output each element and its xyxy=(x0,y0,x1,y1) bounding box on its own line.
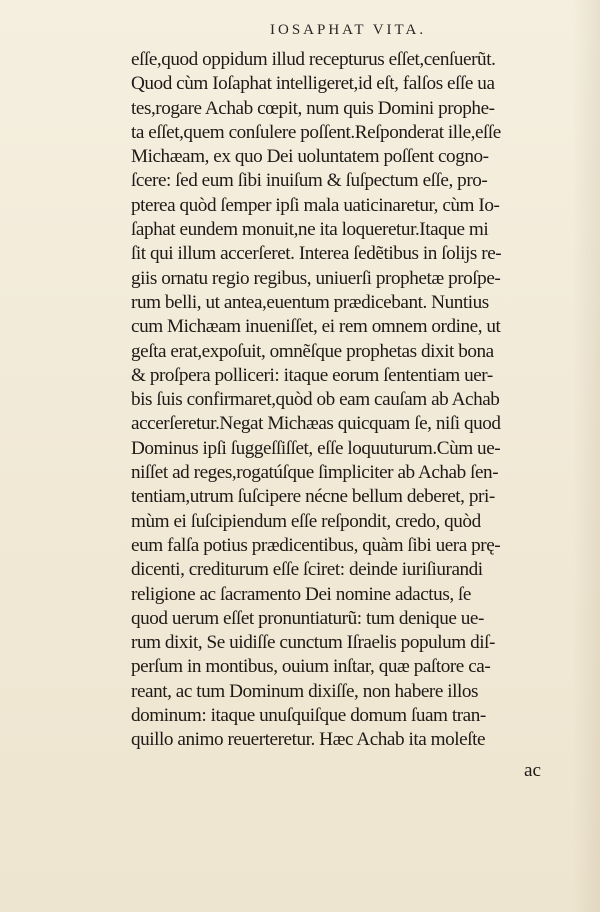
text-line: giis ornatu regio regibus, uniuerſi prophetæ proſpe- xyxy=(131,267,501,289)
text-line: ſcere: ſed eum ſibi inuiſum & ſuſpectum eſſe, pro- xyxy=(131,170,488,192)
text-line: mùm ei ſuſcipiendum eſſe reſpondit, credo, quòd xyxy=(131,510,481,532)
text-line: quillo animo reuerteretur. Hæc Achab ita moleſte xyxy=(131,729,486,751)
text-line: tes,rogare Achab cœpit, num quis Domini prophe- xyxy=(131,97,495,119)
text-line: pterea quòd ſemper ipſi mala uaticinaretur, cùm Io- xyxy=(131,194,500,216)
text-line: quod uerum eſſet pronuntiaturũ: tum denique ue- xyxy=(131,607,484,629)
text-line: ta eſſet,quem conſulere poſſent.Reſponderat ille,eſſe xyxy=(131,121,501,143)
text-line: ſit qui illum accerſeret. Interea ſedẽtibus in ſolijs re- xyxy=(131,243,502,265)
text-line: rum belli, ut antea,euentum prædicebant. Nuntius xyxy=(131,291,489,313)
text-line: reant, ac tum Dominum dixiſſe, non habere illos xyxy=(131,680,479,702)
text-line: tentiam,utrum ſuſcipere nécne bellum deberet, pri- xyxy=(131,486,495,508)
text-line: dominum: itaque unuſquiſque domum ſuam tran- xyxy=(131,705,486,727)
running-head: IOSAPHAT VITA. xyxy=(270,22,427,38)
text-line: Quod cùm Ioſaphat intelligeret,id eſt, falſos eſſe ua xyxy=(131,73,495,95)
text-line: perſum in montibus, ouium inſtar, quæ paſtore ca- xyxy=(131,656,491,678)
text-line: cum Michæam inueniſſet, ei rem omnem ordine, ut xyxy=(131,316,501,338)
text-line: eum falſa potius prædicentibus, quàm ſibi uera prę- xyxy=(131,534,501,556)
text-line: ſaphat eundem monuit,ne ita loqueretur.Itaque mi xyxy=(131,219,489,241)
text-line: Michæam, ex quo Dei uoluntatem poſſent cogno- xyxy=(131,146,489,168)
text-line: geſta erat,expoſuit, omnẽſque prophetas dixit bona xyxy=(131,340,494,362)
text-line: & proſpera polliceri: itaque eorum ſententiam uer- xyxy=(131,364,493,386)
text-line: eſſe,quod oppidum illud recepturus eſſet,cenſuerũt. xyxy=(131,49,496,70)
text-block xyxy=(131,48,551,753)
text-line: niſſet ad reges,rogatúſque ſimpliciter ab Achab ſen- xyxy=(131,462,499,484)
text-line: Dominus ipſi ſuggeſſiſſet, eſſe loquuturum.Cùm ue- xyxy=(131,437,501,459)
catchword: ac xyxy=(524,760,542,781)
text-line: accerſeretur.Negat Michæas quicquam ſe, niſi quod xyxy=(131,413,501,435)
text-line: rum dixit, Se uidiſſe cunctum Iſraelis populum diſ- xyxy=(131,632,495,654)
text-line: dicenti, crediturum eſſe ſciret: deinde iuriſiurandi xyxy=(131,559,483,581)
text-line: religione ac ſacramento Dei nomine adactus, ſe xyxy=(131,583,471,605)
text-line: bis ſuis confirmaret,quòd ob eam cauſam ab Achab xyxy=(131,389,500,411)
